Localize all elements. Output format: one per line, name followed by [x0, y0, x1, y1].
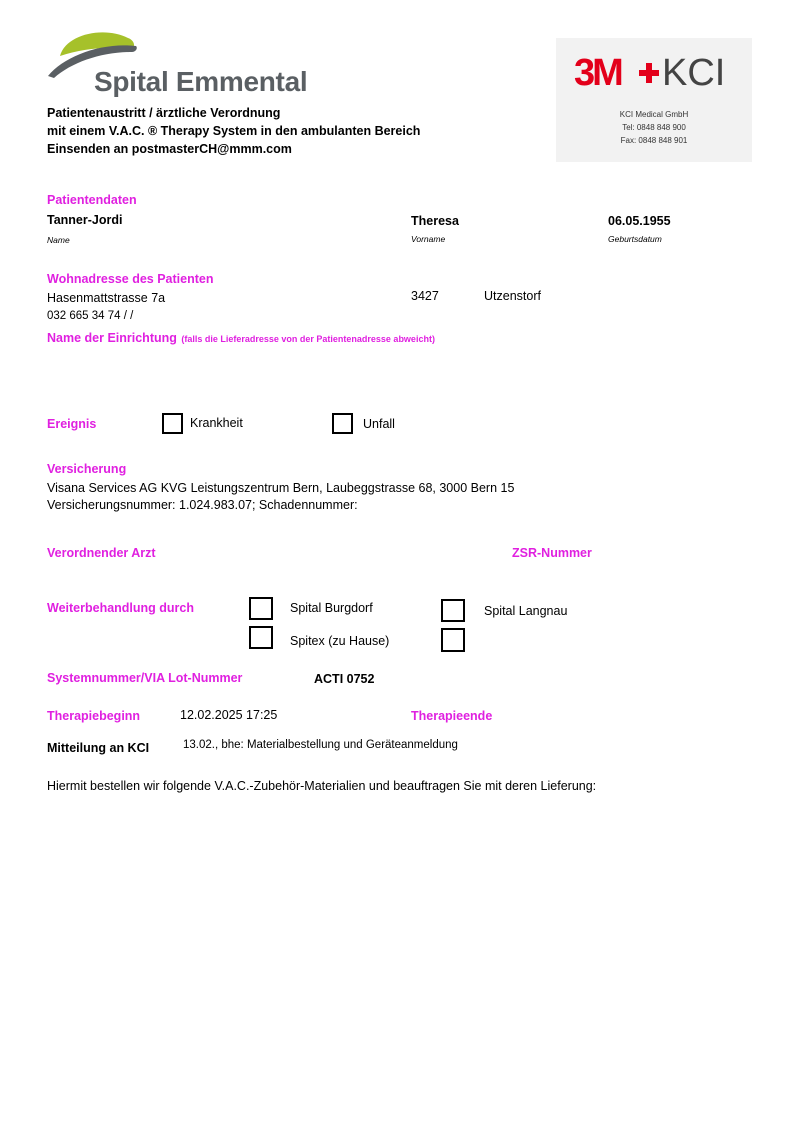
vendor-logo-block	[556, 38, 752, 162]
insurance-section-heading: Versicherung	[47, 462, 127, 476]
patient-section-heading: Patientendaten	[47, 193, 137, 207]
checkbox-spital-langnau[interactable]	[441, 599, 465, 622]
address-street: Hasenmattstrasse 7a	[47, 291, 166, 305]
address-city: Utzenstorf	[484, 289, 541, 303]
logo-3m: 3M	[574, 52, 621, 94]
address-zip: 3427	[411, 289, 439, 303]
facility-label	[47, 329, 435, 347]
followup-option-burgdorf: Spital Burgdorf	[290, 601, 373, 615]
patient-first-name: Theresa	[411, 214, 459, 228]
followup-option-langnau: Spital Langnau	[484, 604, 568, 618]
insurance-line-1: Visana Services AG KVG Leistungszentrum Bern, Laubeggstrasse 68, 3000 Bern 15	[47, 481, 515, 495]
therapy-end-label: Therapieende	[411, 709, 493, 723]
vendor-tel: Tel: 0848 848 900	[622, 123, 686, 132]
hospital-name: Spital Emmental	[94, 66, 308, 97]
vendor-fax: Fax: 0848 848 901	[620, 136, 688, 145]
facility-note: (falls die Lieferadresse von der Patientenadresse abweicht)	[181, 334, 435, 344]
address-phone: 032 665 34 74 / /	[47, 310, 134, 322]
checkbox-unfall[interactable]	[332, 413, 353, 434]
hospital-logo	[46, 28, 326, 102]
therapy-start-value: 12.02.2025 17:25	[180, 708, 278, 722]
label-geburtsdatum: Geburtsdatum	[608, 234, 662, 244]
system-number-label: Systemnummer/VIA Lot-Nummer	[47, 671, 243, 685]
checkbox-followup-other[interactable]	[441, 628, 465, 652]
medical-cross-icon	[638, 62, 660, 84]
header-line-3: Einsenden an postmasterCH@mmm.com	[47, 142, 292, 156]
message-value: 13.02., bhe: Materialbestellung und Geräteanmeldung	[183, 739, 458, 751]
system-number-value: ACTI 0752	[314, 672, 375, 686]
checkbox-spital-burgdorf[interactable]	[249, 597, 273, 620]
therapy-start-label: Therapiebeginn	[47, 709, 141, 723]
zsr-label: ZSR-Nummer	[512, 546, 592, 560]
address-section-heading: Wohnadresse des Patienten	[47, 272, 214, 286]
label-name: Name	[47, 235, 70, 245]
insurance-line-2: Versicherungsnummer: 1.024.983.07; Schadennummer:	[47, 498, 358, 512]
message-label: Mitteilung an KCI	[47, 741, 150, 755]
checkbox-spitex[interactable]	[249, 626, 273, 649]
label-vorname: Vorname	[411, 234, 446, 244]
facility-label-text: Name der Einrichtung	[47, 331, 177, 345]
followup-option-spitex: Spitex (zu Hause)	[290, 634, 390, 648]
patient-last-name: Tanner-Jordi	[47, 213, 123, 227]
patient-birthdate: 06.05.1955	[608, 214, 671, 228]
logo-kci: KCI	[662, 52, 726, 94]
event-option-krankheit: Krankheit	[190, 416, 243, 430]
event-label: Ereignis	[47, 417, 97, 431]
followup-label: Weiterbehandlung durch	[47, 601, 194, 615]
doctor-label: Verordnender Arzt	[47, 546, 156, 560]
order-text: Hiermit bestellen wir folgende V.A.C.-Zubehör-Materialien und beauftragen Sie mit deren Lieferung:	[47, 779, 597, 793]
header-line-1: Patientenaustritt / ärztliche Verordnung	[47, 106, 281, 120]
header-line-2: mit einem V.A.C. ® Therapy System in den ambulanten Bereich	[47, 124, 421, 138]
checkbox-krankheit[interactable]	[162, 413, 183, 434]
event-option-unfall: Unfall	[363, 417, 395, 431]
vendor-company: KCI Medical GmbH	[619, 110, 689, 119]
